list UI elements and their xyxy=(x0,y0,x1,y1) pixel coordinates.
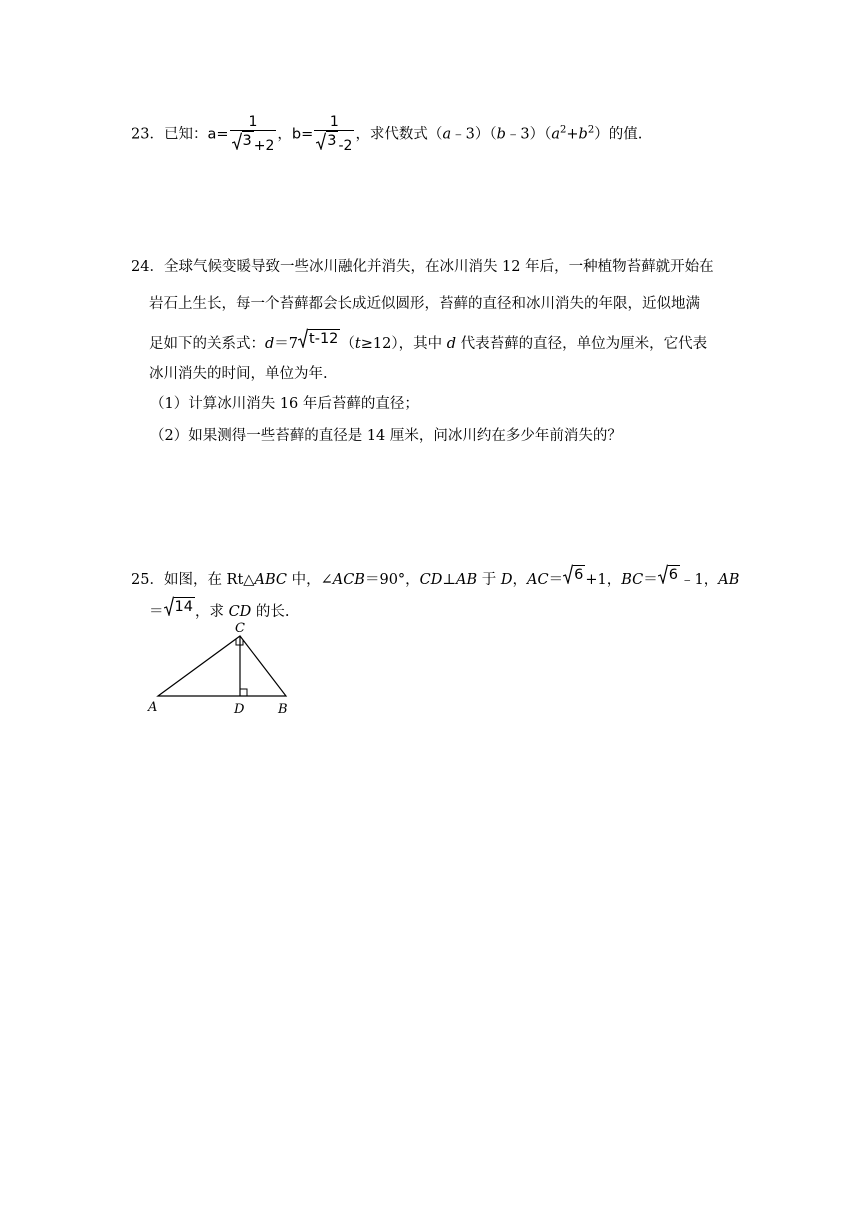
question-24-line-4: 冰川消失的时间，单位为年. xyxy=(149,366,328,382)
label-c: C xyxy=(235,621,245,636)
question-24-line-1: 24．全球气候变暖导致一些冰川融化并消失，在冰川消失 12 年后，一种植物苔藓就开始在 xyxy=(131,259,714,275)
radical-sign: 3 xyxy=(232,131,254,150)
right-angle-mark-d xyxy=(240,689,247,696)
question-24-part-1: （1）计算冰川消失 16 年后苔藓的直径； xyxy=(150,396,419,412)
radical-sign: 6 xyxy=(563,564,585,584)
question-25-line-2: ＝ 14 ，求 CD 的长. xyxy=(149,596,290,622)
label-a: A xyxy=(148,700,158,715)
radical-sign: 14 xyxy=(164,596,195,616)
question-24-part-2: （2）如果测得一些苔藓的直径是 14 厘米，问冰川约在多少年前消失的？ xyxy=(150,428,622,444)
question-25-line-1: 25．如图，在 Rt△ABC 中，∠ACB＝90°，CD⊥AB 于 D，AC＝ 6 +1，BC＝ 6 ﹣1，AB xyxy=(131,564,739,590)
radical-sign: 6 xyxy=(658,564,680,584)
radical-sign: 3 xyxy=(316,131,338,150)
question-24-line-3: 足如下的关系式：d＝7 t-12 （t≥12），其中 d 代表苔藓的直径，单位为厘米，它代表 xyxy=(149,328,707,354)
question-24-line-2: 岩石上生长，每一个苔藓都会长成近似圆形，苔藓的直径和冰川消失的年限，近似地满 xyxy=(149,296,700,312)
label-d: D xyxy=(234,702,245,717)
label-b: B xyxy=(278,702,288,717)
triangle-abc xyxy=(158,636,286,696)
question-number: 23． xyxy=(131,126,164,143)
question-number: 24． xyxy=(131,259,164,275)
question-number: 25． xyxy=(131,572,164,588)
radical-sign: t-12 xyxy=(298,328,340,348)
triangle-figure xyxy=(140,618,300,718)
fraction-b: 1 3 -2 xyxy=(314,114,354,155)
question-23: 23．已知：a= 1 3 +2 ，b= 1 3 -2 ，求代数式$(a﹣3)(b﹣3)(a^2+b^2)$的值. xyxy=(131,114,643,154)
fraction-a: 1 3 +2 xyxy=(230,114,277,155)
